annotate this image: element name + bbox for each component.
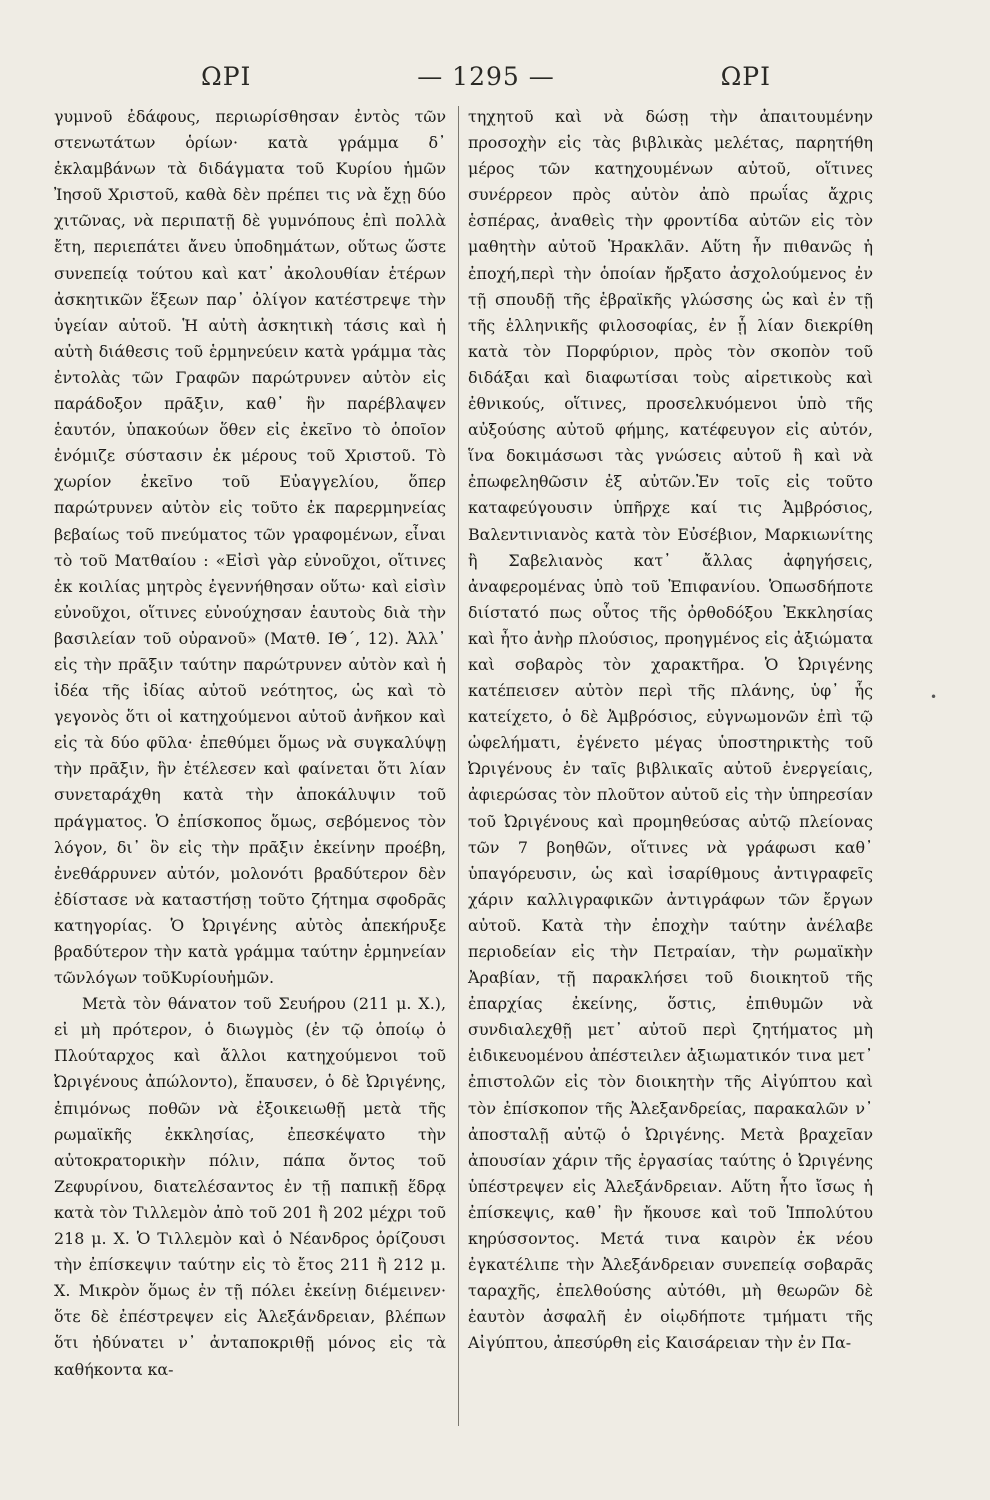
left-paragraph-2: Μετὰ τὸν θάνατον τοῦ Σευήρου (211 μ. Χ.), εἰ μὴ πρότερον, ὁ διωγμὸς (ἐν τῷ ὁποίῳ ὁ Πλούταρχος καὶ ἄλλοι κατηχούμενοι τοῦ Ὠριγένους ἀπώλοντο), ἔπαυσεν, ὁ δὲ Ὠριγένης, ἐπιμόνως ποθῶν νὰ ἐξοικειωθῇ μετὰ τῆς ρωμαϊκῆς ἐκκλησίας, ἐπεσκέψατο τὴν αὐτοκρατορικὴν πόλιν, πάπα ὄντος τοῦ Ζεφυρίνου, διατελέσαντος ἐν τῇ παπικῇ ἕδρᾳ κατὰ τὸν Τιλλεμὸν ἀπὸ τοῦ 201 ἢ 202 μέχρι τοῦ 218 μ. Χ. Ὁ Τιλλεμὸν καὶ ὁ Νέανδρος ὁρίζουσι τὴν ἐπίσκεψιν ταύτην εἰς τὸ ἔτος 211 ἢ 212 μ. Χ. Μικρὸν ὅμως ἐν τῇ πόλει ἐκείνῃ διέμεινεν· ὅτε δὲ ἐπέστρεψεν εἰς Ἀλεξάνδρειαν, βλέπων ὅτι ἠδύνατει ν᾽ ἀνταποκριθῇ μόνος εἰς τὰ καθήκοντα κα- <box>54 994 446 1379</box>
page-number: — 1295 — <box>417 62 555 91</box>
left-column <box>54 104 446 1383</box>
right-column <box>468 104 873 1357</box>
column-divider <box>458 106 459 1426</box>
right-paragraph-1: τηχητοῦ καὶ νὰ δώσῃ τὴν ἀπαιτουμένην προσοχὴν εἰς τὰς βιβλικὰς μελέτας, παρητήθη μέρος τῶν κατηχουμένων αὐτοῦ, οἵτινες συνέρρεον πρὸς αὐτὸν ἀπὸ πρωΐας ἄχρις ἑσπέρας, ἀναθεὶς τὴν φροντίδα αὐτῶν εἰς τὸν μαθητὴν αὐτοῦ Ἡρακλᾶν. Αὕτη ἦν πιθανῶς ἡ ἐποχή,περὶ τὴν ὁποίαν ἤρξατο ἀσχολούμενος ἐν τῇ σπουδῇ τῆς ἑβραϊκῆς γλώσσης ὡς καὶ ἐν τῇ τῆς ἑλληνικῆς φιλοσοφίας, ἐν ᾗ λίαν διεκρίθη κατὰ τὸν Πορφύριον, πρὸς τὸν σκοπὸν τοῦ διδάξαι καὶ διαφωτίσαι τοὺς αἱρετικοὺς καὶ ἐθνικούς, οἵτινες, προσελκυόμενοι ὑπὸ τῆς αὐξούσης αὐτοῦ φήμης, κατέφευγον εἰς αὐτόν, ἵνα δοκιμάσωσι τὰς γνώσεις αὐτοῦ ἢ καὶ νὰ ἐπωφεληθῶσιν ἐξ αὐτῶν.Ἐν τοῖς εἰς τοῦτο καταφεύγουσιν ὑπῆρχε καί τις Ἀμβρόσιος, Βαλεντινιανὸς κατὰ τὸν Εὐσέβιον, Μαρκιωνίτης ἢ Σαβελιανὸς κατ᾽ ἄλλας ἀφηγήσεις, ἀναφερομένας ὑπὸ τοῦ Ἐπιφανίου. Ὁπωσδήποτε διίστατό πως οὗτος τῆς ὀρθοδόξου Ἐκκλησίας καὶ ἦτο ἀνὴρ πλούσιος, προηγμένος εἰς ἀξιώματα καὶ σοβαρὸς τὸν χαρακτῆρα. Ὁ Ὠριγένης κατέπεισεν αὐτὸν περὶ τῆς πλάνης, ὑφ᾽ ἧς κατείχετο, ὁ δὲ Ἀμβρόσιος, εὐγνωμονῶν ἐπὶ τῷ ὠφελήματι, ἐγένετο μέγας ὑποστηρικτὴς τοῦ Ὠριγένους ἐν ταῖς βιβλικαῖς αὐτοῦ ἐνεργείαις, ἀφιερώσας τὸν πλοῦτον αὐτοῦ εἰς τὴν ὑπηρεσίαν τοῦ Ὠριγένους καὶ προμηθεύσας αὐτῷ πλείονας τῶν 7 βοηθῶν, οἵτινες νὰ γράφωσι καθ᾽ ὑπαγόρευσιν, ὡς καὶ ἰσαρίθμους ἀντιγραφεῖς χάριν καλλιγραφικῶν ἀντιγράφων τῶν ἔργων αὐτοῦ. Κατὰ τὴν ἐποχὴν ταύτην ἀνέλαβε περιοδείαν εἰς τὴν Πετραίαν, τὴν ρωμαϊκὴν Ἀραβίαν, τῇ παρακλήσει τοῦ διοικητοῦ τῆς ἐπαρχίας ἐκείνης, ὅστις, ἐπιθυμῶν νὰ συνδιαλεχθῇ μετ᾽ αὐτοῦ περὶ ζητήματος μὴ ἐιδικευομένου ἀπέστειλεν ἀξιωματικόν τινα μετ᾽ ἐπιστολῶν εἰς τὸν διοικητὴν τῆς Αἰγύπτου καὶ τὸν ἐπίσκοπον τῆς Ἀλεξανδρείας, παρακαλῶν ν᾽ ἀποσταλῇ αὐτῷ ὁ Ὠριγένης. Μετὰ βραχεῖαν ἀπουσίαν χάριν τῆς ἐργασίας ταύτης ὁ Ὠριγένης ὑπέστρεψεν εἰς Ἀλεξάνδρειαν. Αὕτη ἦτο ἴσως ἡ ἐπίσκεψις, καθ᾽ ἣν ἤκουσε καὶ τοῦ Ἱππολύτου κηρύσσοντος. Μετά τινα καιρὸν ἐκ νέου ἐγκατέλιπε τὴν Ἀλεξάνδρειαν συνεπείᾳ σοβαρᾶς ταραχῆς, ἐπελθούσης αὐτόθι, μὴ θεωρῶν δὲ ἑαυτὸν ἀσφαλῆ ἐν οἱῳδήποτε τμήματι τῆς Αἰγύπτου, ἀπεσύρθη εἰς Καισάρειαν τὴν ἐν Πα- <box>468 107 873 1353</box>
header-right-word: ΩΡΙ <box>720 62 771 91</box>
left-paragraph-1: γυμνοῦ ἐδάφους, περιωρίσθησαν ἐντὸς τῶν στενωτάτων ὁρίων· κατὰ γράμμα δ᾽ ἐκλαμβάνων τὰ διδάγματα τοῦ Κυρίου ἡμῶν Ἰησοῦ Χριστοῦ, καθὰ δὲν πρέπει τις νὰ ἔχῃ δύο χιτῶνας, νὰ περιπατῇ δὲ γυμνόπους ἐπὶ πολλὰ ἔτη, περιεπάτει ἄνευ ὑποδημάτων, οὕτως ὥστε συνεπείᾳ τούτου καὶ κατ᾽ ἀκολουθίαν ἑτέρων ἀσκητικῶν ἕξεων παρ᾽ ὀλίγον κατέστρεψε τὴν ὑγείαν αὐτοῦ. Ἡ αὐτὴ ἀσκητικὴ τάσις καὶ ἡ αὐτὴ διάθεσις τοῦ ἑρμηνεύειν κατὰ γράμμα τὰς ἐντολὰς τῶν Γραφῶν παρώτρυνεν αὐτὸν εἰς παράδοξον πρᾶξιν, καθ᾽ ἣν παρέβλαψεν ἑαυτόν, ὑπακούων ὅθεν εἰς ἐκεῖνο τὸ ὁποῖον ἐνόμιζε σύστασιν ἐκ μέρους τοῦ Χριστοῦ. Τὸ χωρίον ἐκεῖνο τοῦ Εὐαγγελίου, ὅπερ παρώτρυνεν αὐτὸν εἰς τοῦτο ἐκ παρερμηνείας βεβαίως τοῦ πνεύματος τῶν γραφομένων, εἶναι τὸ τοῦ Ματθαίου : «Εἰσὶ γὰρ εὐνοῦχοι, οἵτινες ἐκ κοιλίας μητρὸς ἐγεννήθησαν οὕτω· καὶ εἰσὶν εὐνοῦχοι, οἵτινες εὐνούχησαν ἑαυτοὺς διὰ τὴν βασιλείαν τοῦ οὐρανοῦ» (Ματθ. ΙΘ΄, 12). Ἀλλ᾽ εἰς τὴν πρᾶξιν ταύτην παρώτρυνεν αὐτὸν καὶ ἡ ἰδέα τῆς ἰδίας αὐτοῦ νεότητος, ὡς καὶ τὸ γεγονὸς ὅτι οἱ κατηχούμενοι αὐτοῦ ἀνῆκον καὶ εἰς τὰ δύο φῦλα· ἐπεθύμει ὅμως νὰ συγκαλύψῃ τὴν πρᾶξιν, ἣν ἐτέλεσεν καὶ φαίνεται ὅτι λίαν συνεταράχθη κατὰ τὴν ἀποκάλυψιν τοῦ πράγματος. Ὁ ἐπίσκοπος ὅμως, σεβόμενος τὸν λόγον, δι᾽ ὃν εἰς τὴν πρᾶξιν ἐκείνην προέβη, ἐνεθάρρυνεν αὐτόν, μολονότι βραδύτερον δὲν ἐδίστασε νὰ καταστήσῃ τοῦτο ζήτημα σφοδρᾶς κατηγορίας. Ὁ Ὠριγένης αὐτὸς ἀπεκήρυξε βραδύτερον τὴν κατὰ γράμμα ταύτην ἑρμηνείαν τῶνλόγων τοῦΚυρίουἡμῶν. <box>54 107 446 988</box>
margin-dot: • <box>930 690 938 704</box>
running-header <box>96 62 876 100</box>
header-left-word: ΩΡΙ <box>201 62 252 91</box>
